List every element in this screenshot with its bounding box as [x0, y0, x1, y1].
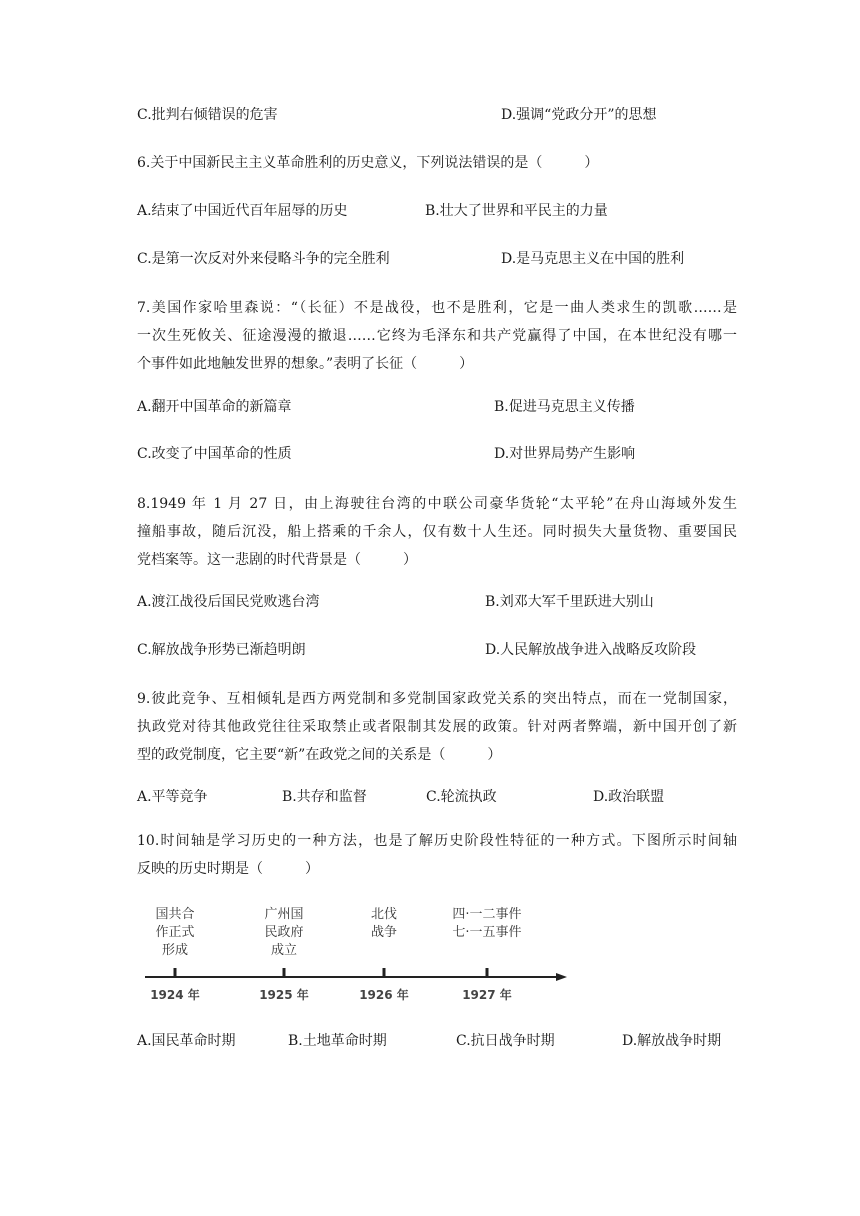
- q10-option-d: D.解放战争时期: [622, 1033, 722, 1049]
- timeline-event-label: 成立: [270, 943, 298, 958]
- q9-option-c: C.轮流执政: [426, 789, 497, 805]
- timeline-event-label: 四·一二事件: [452, 907, 522, 922]
- q7-option-c: C.改变了中国革命的性质: [137, 446, 292, 462]
- timeline-event-label: 国共合: [155, 907, 195, 922]
- q8-stem-line: 撞船事故，随后沉没，船上搭乘的千余人，仅有数十人生还。同时损失大量货物、重要国民: [137, 524, 737, 540]
- q10-stem-line: 10.时间轴是学习历史的一种方法，也是了解历史阶段性特征的一种方式。下图所示时间轴: [137, 833, 737, 849]
- timeline-year-label: 1925 年: [259, 988, 309, 1002]
- q9-option-a: A.平等竞争: [137, 789, 208, 805]
- timeline-event-label: 北伐: [370, 907, 398, 922]
- q7-option-d: D.对世界局势产生影响: [494, 446, 636, 462]
- q5-option-c: C.批判右倾错误的危害: [137, 107, 278, 123]
- q9-stem: [137, 685, 737, 769]
- q9-option-b: B.共存和监督: [282, 789, 367, 805]
- q9-stem-line: 型的政党制度，它主要“新”在政党之间的关系是（ ）: [137, 747, 502, 763]
- timeline-event-label: 作正式: [155, 925, 195, 940]
- timeline-event-label: 形成: [161, 943, 189, 958]
- timeline-year-label: 1924 年: [150, 988, 200, 1002]
- q7-stem: [137, 294, 737, 378]
- q9-stem-line: 9.彼此竞争、互相倾轧是西方两党制和多党制国家政党关系的突出特点，而在一党制国家，: [137, 691, 737, 707]
- q5-option-d: D.强调“党政分开”的思想: [501, 107, 657, 123]
- q8-option-c: C.解放战争形势已渐趋明朗: [137, 642, 306, 658]
- timeline-year-label: 1927 年: [462, 988, 512, 1002]
- q8-option-b: B.刘邓大军千里跃进大别山: [485, 594, 654, 610]
- timeline-figure: [137, 900, 577, 1008]
- q8-option-a: A.渡江战役后国民党败逃台湾: [137, 594, 320, 610]
- q7-option-a: A.翻开中国革命的新篇章: [137, 399, 292, 415]
- q8-stem: [137, 490, 737, 574]
- q6-option-a: A.结束了中国近代百年屈辱的历史: [137, 203, 348, 219]
- q10-stem-line: 反映的历史时期是（ ）: [137, 861, 319, 877]
- q10-option-b: B.土地革命时期: [288, 1033, 387, 1049]
- q7-option-b: B.促进马克思主义传播: [494, 399, 635, 415]
- timeline-event-label: 战争: [370, 925, 398, 940]
- q7-stem-line: 一次生死攸关、征途漫漫的撤退……它终为毛泽东和共产党赢得了中国，在本世纪没有哪一: [137, 328, 737, 344]
- timeline-event-label: 七·一五事件: [452, 925, 522, 940]
- q10-stem: [137, 827, 737, 883]
- timeline-event-label: 广州国: [264, 907, 304, 922]
- q8-stem-line: 8.1949 年 1 月 27 日，由上海驶往台湾的中联公司豪华货轮“太平轮”在舟山海域外发生: [137, 496, 737, 512]
- q9-stem-line: 执政党对待其他政党往往采取禁止或者限制其发展的政策。针对两者弊端，新中国开创了新: [137, 719, 737, 735]
- q9-option-d: D.政治联盟: [593, 789, 665, 805]
- q6-option-c: C.是第一次反对外来侵略斗争的完全胜利: [137, 251, 390, 267]
- q6-option-d: D.是马克思主义在中国的胜利: [501, 251, 685, 267]
- q6-stem: 6.关于中国新民主主义革命胜利的历史意义，下列说法错误的是（ ）: [137, 155, 599, 171]
- q10-option-a: A.国民革命时期: [137, 1033, 236, 1049]
- q6-option-b: B.壮大了世界和平民主的力量: [425, 203, 608, 219]
- timeline-event-label: 民政府: [264, 925, 304, 940]
- timeline-year-label: 1926 年: [359, 988, 409, 1002]
- q7-stem-line: 个事件如此地触发世界的想象。”表明了长征（ ）: [137, 356, 474, 372]
- q8-stem-line: 党档案等。这一悲剧的时代背景是（ ）: [137, 552, 417, 568]
- timeline-arrow-icon: [556, 973, 567, 981]
- q10-option-c: C.抗日战争时期: [456, 1033, 555, 1049]
- q7-stem-line: 7.美国作家哈里森说：“（长征）不是战役，也不是胜利，它是一曲人类求生的凯歌……是: [137, 300, 737, 316]
- q8-option-d: D.人民解放战争进入战略反攻阶段: [485, 642, 697, 658]
